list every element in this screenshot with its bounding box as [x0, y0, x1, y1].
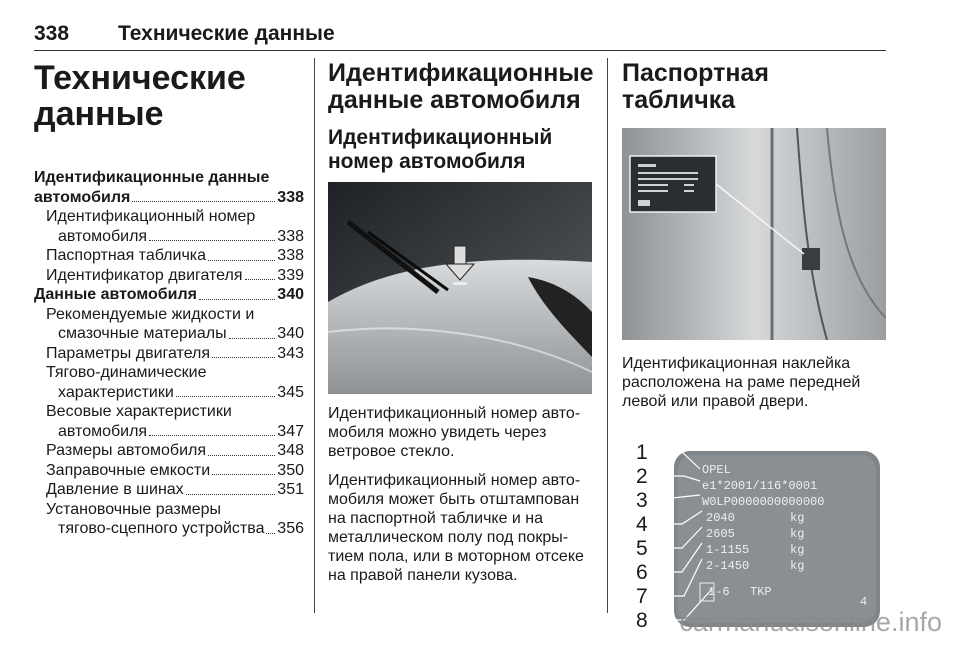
- chapter-title: Технические данные: [34, 59, 246, 133]
- section-heading: Идентификационные данные автомобиля: [328, 59, 594, 114]
- toc-entry-weights[interactable]: Весовые характеристики автомобиля 347: [46, 403, 304, 440]
- plate-column: [622, 60, 886, 649]
- toc-section-vehicle-data[interactable]: Данные автомобиля 340: [34, 286, 304, 303]
- plate-code-left: 1-6: [708, 585, 730, 599]
- door-pillar-photo: [622, 128, 886, 340]
- plate-kg-4: kg: [790, 559, 805, 573]
- callout-2: 2: [636, 465, 648, 488]
- vehicle-id-column: [328, 60, 594, 585]
- plate-weight-2: 2605: [706, 527, 735, 541]
- vin-paragraph-1: Идентификационный номер авто-мобиля можно увидеть через ветровое стекло.: [328, 405, 581, 460]
- callout-6: 6: [636, 561, 648, 584]
- toc-entry-plate[interactable]: Паспортная табличка 338: [46, 247, 304, 264]
- callout-5: 5: [636, 537, 648, 560]
- plate-paragraph: Идентификационная наклейка расположена на раме передней левой или правой двери.: [622, 355, 861, 410]
- page-header: [34, 20, 886, 51]
- table-of-contents: [34, 168, 304, 539]
- callout-7: 7: [636, 585, 648, 608]
- plate-kg-2: kg: [790, 527, 805, 541]
- plate-heading: Паспортная табличка: [622, 59, 769, 114]
- column-divider: [314, 58, 315, 613]
- toc-entry-fluids[interactable]: Рекомендуемые жидкости и смазочные материалы 340: [46, 305, 304, 342]
- toc-entry-engine-params[interactable]: Параметры двигателя 343: [46, 344, 304, 362]
- vin-paragraph-2: Идентификационный номер авто-мобиля может быть отштампован на паспортной табличке и на металлическом полу под покры-тием пола, или в моторном отсеке на правой панели кузова.: [328, 472, 584, 584]
- subsection-heading: Идентификационный номер автомобиля: [328, 126, 553, 173]
- toc-entry-dimensions[interactable]: Размеры автомобиля 348: [46, 442, 304, 459]
- toc-entry-towing[interactable]: Установочные размеры тягово-сцепного устройства 356: [46, 500, 304, 537]
- plate-vin: W0LP0000000000000: [702, 495, 825, 509]
- toc-section-identification[interactable]: Идентификационные данные автомобиля 338: [34, 169, 304, 206]
- page-number: 338: [34, 22, 70, 45]
- plate-approval: e1*2001/116*0001: [702, 479, 818, 493]
- plate-make: OPEL: [702, 463, 731, 477]
- toc-entry-capacities[interactable]: Заправочные емкости 350: [46, 461, 304, 479]
- toc-entry-vin[interactable]: Идентификационный номер автомобиля 338: [46, 208, 304, 245]
- callout-1: 1: [636, 441, 648, 464]
- toc-entry-tyre-pressure[interactable]: Давление в шинах 351: [46, 481, 304, 498]
- plate-weight-1: 2040: [706, 511, 735, 525]
- watermark: carmanualsonline.info: [679, 607, 942, 637]
- plate-code-right: 4: [860, 595, 868, 609]
- callout-4: 4: [636, 513, 648, 536]
- toc-entry-performance[interactable]: Тягово-динамические характеристики 345: [46, 364, 304, 401]
- callout-3: 3: [636, 489, 648, 512]
- windshield-vin-photo: [328, 182, 592, 394]
- callout-8: 8: [636, 609, 648, 632]
- plate-kg-3: kg: [790, 543, 805, 557]
- column-divider: [607, 58, 608, 613]
- plate-code-mid: TKP: [750, 585, 772, 599]
- plate-weight-3: 1-1155: [706, 543, 750, 557]
- plate-weight-4: 2-1450: [706, 559, 750, 573]
- toc-entry-engine-id[interactable]: Идентификатор двигателя 339: [46, 266, 304, 284]
- running-title: Технические данные: [118, 22, 335, 45]
- plate-kg-1: kg: [790, 511, 805, 525]
- chapter-toc-column: [34, 60, 304, 539]
